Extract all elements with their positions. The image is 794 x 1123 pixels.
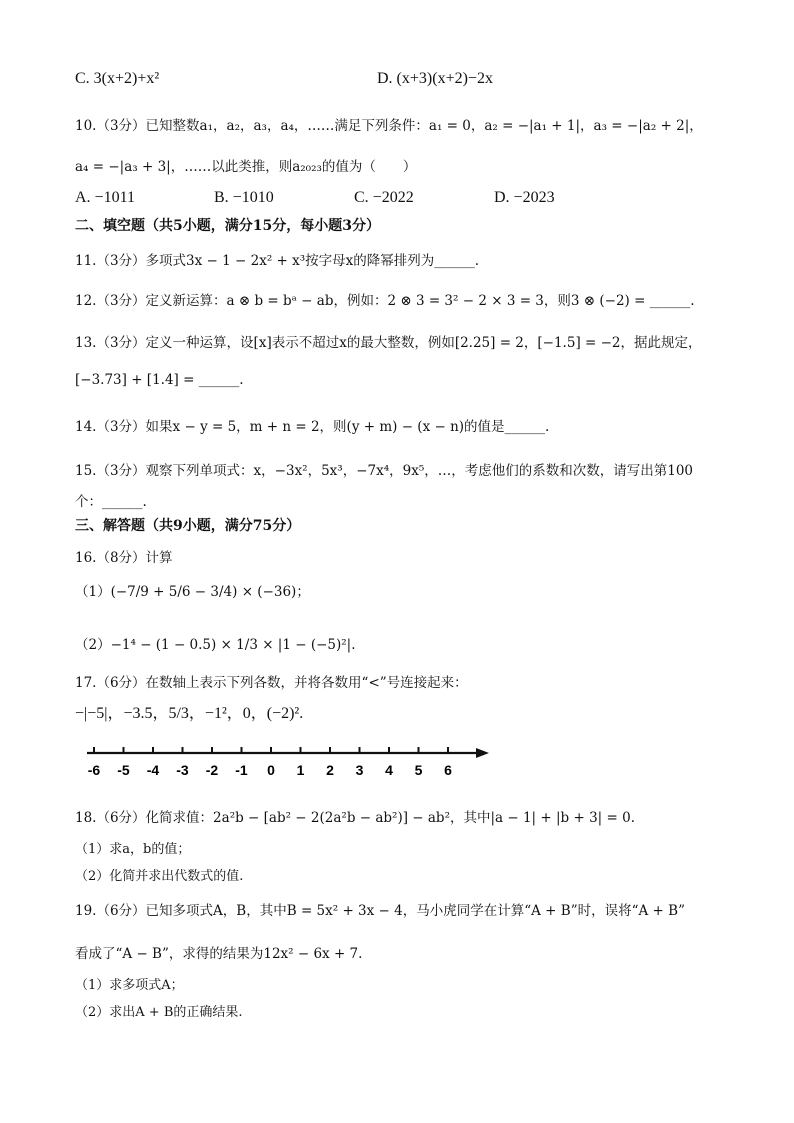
q16-title: 16.（8分）计算 [75,550,173,566]
q14: 14.（3分）如果x − y = 5，m + n = 2，则(y + m) − (x − n)的值是______. [75,419,550,435]
q9-option-c: C. 3(x+2)+x² [75,70,160,87]
q10-option-b: B. −1010 [214,189,274,206]
q10-option-c: C. −2022 [354,189,414,206]
q17-numbers: −|−5|，−3.5，5/3，−1²，0，(−2)². [75,705,304,722]
q19-part1: （1）求多项式A； [75,978,184,993]
q19-part2: （2）求出A + B的正确结果. [75,1005,243,1020]
q11: 11.（3分）多项式3x − 1 − 2x² + x³按字母x的降幂排列为______. [75,253,480,269]
q19-line1: 19.（6分）已知多项式A，B，其中B = 5x² + 3x − 4，马小虎同学在计算“A + B”时，误将“A + B” [75,903,685,919]
number-line-tick-label: 4 [385,762,393,778]
q12: 12.（3分）定义新运算：a ⊗ b = bᵃ − ab，例如：2 ⊗ 3 = 3² − 2 × 3 = 3，则3 ⊗ (−2) = ______. [75,293,695,309]
q10-option-a: A. −1011 [75,189,135,206]
number-line-tick-label: -2 [205,762,219,778]
q19-line2: 看成了“A − B”，求得的结果为12x² − 6x + 7. [75,946,363,962]
q13-line1: 13.（3分）定义一种运算，设[x]表示不超过x的最大整数，例如[2.25] = 2，[−1.5] = −2，据此规定， [75,335,702,351]
number-line-tick-label: 6 [444,762,452,778]
number-line-tick-label: 3 [355,762,364,778]
q16-part2: （2）−1⁴ − (1 − 0.5) × 1/3 × |1 − (−5)²|. [75,637,356,653]
number-line-tick-label: 2 [326,762,334,778]
q18-title: 18.（6分）化简求值：2a²b − [ab² − 2(2a²b − ab²)] − ab²，其中|a − 1| + |b + 3| = 0. [75,810,635,826]
number-line-tick-label: -5 [117,762,130,778]
q17-title: 17.（6分）在数轴上表示下列各数，并将各数用“<”号连接起来： [75,675,468,691]
q18-part1: （1）求a，b的值； [75,842,191,857]
q13-line2: [−3.73] + [1.4] = ______. [75,372,244,388]
q10-option-d: D. −2023 [494,189,555,206]
number-line-tick-label: 5 [414,762,423,778]
number-line-tick-label: 1 [296,762,305,778]
number-line-tick-label: 0 [267,762,275,778]
number-line [75,740,495,780]
q15-line2: 个：______. [75,494,147,510]
q16-part1: （1）(−7/9 + 5/6 − 3/4) × (−36)； [75,584,310,600]
q10-line1: 10.（3分）已知整数a₁，a₂，a₃，a₄，……满足下列条件：a₁ = 0，a₂ = −|a₁ + 1|，a₃ = −|a₂ + 2|， [75,118,703,134]
number-line-tick-label: -1 [235,762,248,778]
section2-title: 二、填空题（共5小题，满分15分，每小题3分） [75,218,380,234]
q18-part2: （2）化简并求出代数式的值. [75,869,244,884]
number-line-tick-label: -6 [87,762,101,778]
number-line-arrow-icon [476,748,489,758]
q10-line2: a₄ = −|a₃ + 3|，……以此类推，则a₂₀₂₃的值为（ ） [75,159,417,175]
number-line-tick-label: -4 [146,762,160,778]
number-line-tick-label: -3 [176,762,189,778]
q15-line1: 15.（3分）观察下列单项式：x，−3x²，5x³，−7x⁴，9x⁵，…，考虑他们的系数和次数，请写出第100 [75,463,694,479]
section3-title: 三、解答题（共9小题，满分75分） [75,518,301,534]
q9-option-d: D. (x+3)(x+2)−2x [377,70,493,87]
